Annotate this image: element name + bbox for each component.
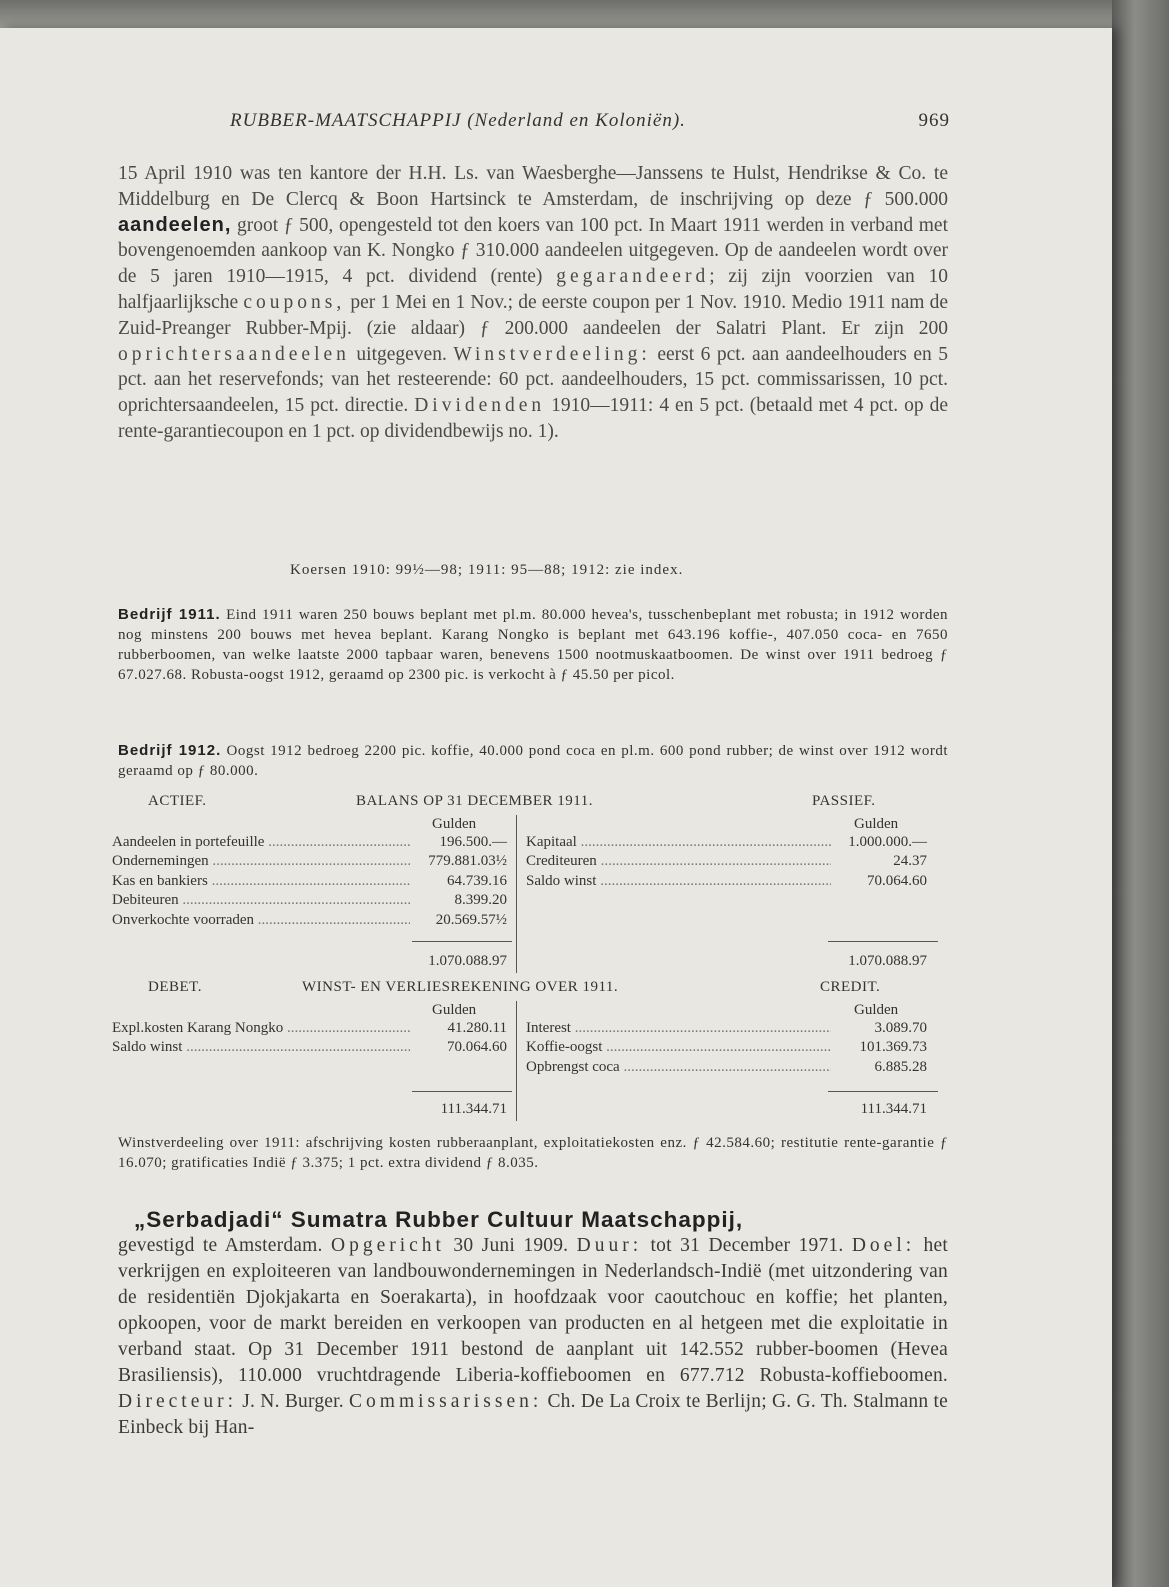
row-amount-left: 196.500.— (439, 834, 507, 850)
row-label-right: Koffie-oogst ..... (526, 1039, 831, 1056)
row-amount-left: 8.399.20 (454, 892, 507, 909)
spaced-term: Duur: (576, 1235, 643, 1256)
text-run: tot 31 December 1971. (642, 1235, 852, 1256)
table-row (112, 834, 938, 853)
row-label-left: Saldo winst ..... (112, 1039, 410, 1056)
spaced-term: coupons, (243, 291, 346, 313)
row-amount-right: 1.000.000.— (848, 834, 927, 850)
text-run: groot ƒ 500, opengesteld tot den koers van 100 pct. In Maart 1911 werden in verband met bovengenoemden aankoop van K. Nongko ƒ 310.000 aandeelen uitgegeven. Op de aandeelen wordt over de 5 jaren 1910—1915, 4 pct. dividend (rente) (118, 214, 948, 288)
paragraph-winstverdeeling: Winstverdeeling over 1911: afschrijving kosten rubberaanplant, exploitatiekosten enz. ƒ 42.584.60; restitutie rente-garantie ƒ 16.070; gratificaties Indië ƒ 3.375; 1 pct. extra dividend ƒ 8.035. (118, 1135, 948, 1171)
caption-credit: CREDIT. (820, 979, 881, 995)
text-run: 1910—1911: 4 en 5 pct. (betaald met 4 pct. op de rente-garantiecoupon en 1 pct. op dividendbewijs no. 1). (118, 395, 949, 442)
running-title: RUBBER-MAATSCHAPPIJ (Nederland en Koloniën). (230, 110, 686, 131)
text-run: ; zij zijn voorzien van 10 halfjaarlijksche (118, 266, 948, 313)
row-amount-left: 779.881.03½ (428, 853, 507, 870)
running-header (230, 110, 950, 132)
spaced-term: Commissarissen: (349, 1391, 543, 1412)
row-label-right: Kapitaal ..... (526, 834, 831, 851)
row-label-right: Interest ..... (526, 1020, 831, 1037)
row-amount-right: 3.089.70 (874, 1020, 927, 1036)
total-left: 111.344.71 (440, 1101, 507, 1117)
row-label-left: Aandeelen in portefeuille ..... (112, 834, 410, 851)
total-rule-right (828, 941, 938, 942)
column-head-left: Gulden (432, 1002, 477, 1018)
text-run: uitgegeven. (349, 343, 454, 365)
text-run: Oogst 1912 bedroeg 2200 pic. koffie, 40.000 pond coca en pl.m. 600 pond rubber; de winst over 1912 wordt geraamd op ƒ 80.000. (118, 743, 948, 779)
total-right: 1.070.088.97 (848, 953, 927, 969)
row-label-left: Onverkochte voorraden ..... (112, 912, 410, 929)
total-left: 1.070.088.97 (428, 953, 507, 969)
bold-term-aandeelen: aandeelen, (118, 213, 232, 236)
table-row (112, 853, 938, 872)
spaced-term: Dividenden (414, 395, 546, 417)
row-amount-right: 24.37 (893, 853, 927, 870)
caption-balance-title: BALANS OP 31 DECEMBER 1911. (356, 793, 593, 809)
total-rule-right (828, 1091, 938, 1092)
book-spine-edge (1112, 0, 1169, 1587)
koersen-line: Koersen 1910: 99½—98; 1911: 95—88; 1912: zie index. (290, 562, 684, 578)
scan-top-shadow (0, 0, 1169, 30)
row-label-right: Opbrengst coca ..... (526, 1059, 831, 1076)
table-row (112, 1039, 938, 1058)
row-label-left: Debiteuren ..... (112, 892, 410, 909)
spaced-term: Doel: (851, 1235, 916, 1256)
column-head-right: Gulden (854, 1002, 899, 1018)
row-label-left: Expl.kosten Karang Nongko ..... (112, 1020, 410, 1037)
row-amount-right: 101.369.73 (859, 1039, 927, 1056)
section-label: Bedrijf 1911. (118, 606, 221, 623)
paragraph-bedrijf-1912 (118, 741, 948, 781)
row-label-right: Saldo winst ..... (526, 873, 831, 890)
text-run: Ch. De La Croix te Berlijn; G. G. Th. Stalmann te Einbeck bij Han- (118, 1391, 948, 1438)
row-amount-left: 20.569.57½ (435, 911, 507, 928)
total-right: 111.344.71 (860, 1101, 927, 1117)
table-row (112, 873, 938, 892)
table-row (112, 912, 938, 931)
spaced-term: Directeur: (118, 1391, 238, 1412)
row-amount-right: 70.064.60 (867, 872, 927, 889)
table-row (112, 1059, 938, 1078)
row-label-right: Crediteuren ..... (526, 853, 831, 870)
row-amount-left: 70.064.60 (447, 1039, 507, 1056)
row-amount-left: 41.280.11 (447, 1020, 507, 1036)
text-run: het verkrijgen en exploiteeren van landbouwondernemingen in Nederlandsch-Indië (met uitzondering van de residentiën Djokjakarta en Soerakarta), in hoofdzaak voor caoutchouc en koffie; het planten, opkoopen, voor de markt bereiden en verkoopen van producten en al hetgeen met die exploitatie in verband staat. Op 31 December 1911 bestond de aanplant uit 142.552 rubber-boomen (Hevea Brasiliensis), 110.000 vruchtdragende Liberia-koffieboomen en 677.712 Robusta-koffieboomen. (118, 1235, 948, 1386)
spaced-term: gegarandeerd (556, 266, 710, 288)
paragraph-company-details (118, 1233, 948, 1441)
spaced-term: Winstverdeeling: (453, 343, 651, 365)
page-number: 969 (918, 110, 950, 131)
table-row (112, 1020, 938, 1039)
text-run: eerst 6 pct. aan aandeelhouders en 5 pct. aan het reservefonds; van het resteerende: 60 pct. aandeelhouders, 15 pct. commissarissen, 10 pct. oprichtersaandeelen, 15 pct. directie. (118, 343, 948, 417)
company-heading: „Serbadjadi“ Sumatra Rubber Cultuur Maatschappij, (134, 1207, 744, 1232)
text-run: Eind 1911 waren 250 bouws beplant met pl.m. 80.000 hevea's, tusschenbeplant met robusta; in 1912 worden nog minstens 200 bouws met hevea beplant. Karang Nongko is beplant met 643.196 koffie-, 407.050 coca- en 7650 rubberboomen, van welke laatste 2000 tapbaar waren, benevens 1500 nootmuskaatboomen. De winst over 1911 bedroeg ƒ 67.027.68. Robusta-oogst 1912, geraamd op 2300 pic. is verkocht à ƒ 45.50 per picol. (118, 607, 948, 683)
profit-loss-account (112, 979, 938, 1129)
spaced-term: Opgericht (330, 1235, 445, 1256)
caption-winst-title: WINST- EN VERLIESREKENING OVER 1911. (302, 979, 619, 995)
row-label-left: Kas en bankiers ..... (112, 873, 410, 890)
row-amount-right: 6.885.28 (874, 1058, 927, 1075)
table-row (112, 892, 938, 911)
text-run: gevestigd te Amsterdam. (118, 1235, 331, 1256)
text-run: 30 Juni 1909. (444, 1235, 577, 1256)
column-head-right: Gulden (854, 816, 899, 832)
paragraph-share-issue (118, 161, 948, 445)
caption-actief: ACTIEF. (148, 793, 207, 809)
section-label: Bedrijf 1912. (118, 742, 222, 759)
column-head-left: Gulden (432, 816, 477, 832)
text-run: per 1 Mei en 1 Nov.; de eerste coupon per 1 Nov. 1910. Medio 1911 nam de Zuid-Preanger Rubber-Mpij. (zie aldaar) ƒ 200.000 aandeelen der Salatri Plant. Er zijn 200 (118, 291, 948, 339)
text-run: J. N. Burger. (237, 1391, 350, 1412)
paragraph-bedrijf-1911 (118, 605, 948, 685)
spaced-term: oprichtersaandeelen (118, 343, 350, 365)
caption-debet: DEBET. (148, 979, 202, 995)
text-run: 15 April 1910 was ten kantore der H.H. Ls. van Waesberghe—Janssens te Hulst, Hendrikse & Co. te Middelburg en De Clercq & Boon Hartsinck te Amsterdam, de inschrijving op deze ƒ 500.000 (118, 163, 948, 210)
row-label-left: Ondernemingen ..... (112, 853, 410, 870)
balance-sheet (112, 793, 938, 983)
total-rule-left (412, 941, 512, 942)
row-amount-left: 64.739.16 (447, 872, 507, 889)
total-rule-left (412, 1091, 512, 1092)
caption-passief: PASSIEF. (812, 793, 876, 809)
